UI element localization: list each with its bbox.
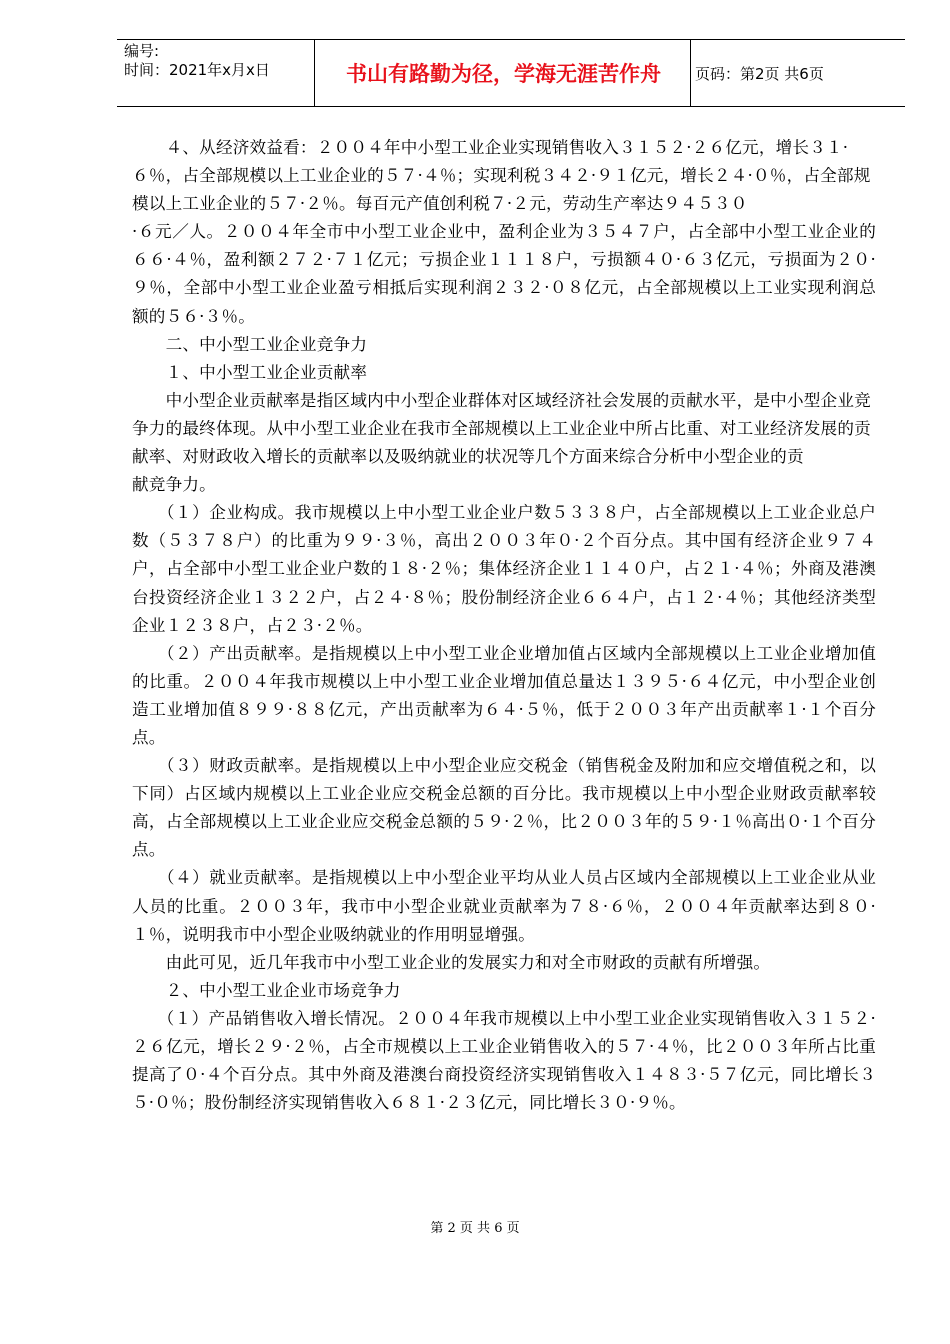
page-header [117, 39, 905, 107]
body-paragraph: ２、中小型工业企业市场竞争力 [132, 980, 401, 1000]
header-divider-left [314, 39, 315, 107]
body-paragraph: （１）产品销售收入增长情况。２００４年我市规模以上中小型工业企业实现销售收入３１５２·２６亿元，增长２９·２％，占全市规模以上工业企业销售收入的５７·４％，比２００３年所占比重提高了０·４个百分点。其中外商及港澳台商投资经济实现销售收入１４８３·５７亿元，同比增长３５·０％；股份制经济实现销售收入６８１·２３亿元，同比增长３０·９％。 [132, 1008, 876, 1113]
body-paragraph: （１）企业构成。我市规模以上中小型工业企业户数５３３８户，占全部规模以上工业企业总户数（５３７８户）的比重为９９·３％，高出２００３年０·２个百分点。其中国有经济企业９７４户，占全部中小型工业企业户数的１８·２％；集体经济企业１１４０户，占２１·４％；外商及港澳台投资经济企业１３２２户，占２４·８％；股份制经济企业６６４户，占１２·４％；其他经济类型企业１２３８户，占２３·２％。 [132, 503, 876, 635]
header-motto: 书山有路勤为径，学海无涯苦作舟 [346, 62, 661, 86]
body-paragraph: ４、从经济效益看：２００４年中小型工业企业实现销售收入３１５２·２６亿元，增长３１·６％，占全部规模以上工业企业的５７·４％；实现利税３４２·９１亿元，增长２４·０％，占全部规模以上工业企业的５７·２％。每百元产值创利税７·２元，劳动生产率达９４５３０ [132, 138, 871, 214]
body-paragraph: 由此可见，近几年我市中小型工业企业的发展实力和对全市财政的贡献有所增强。 [132, 952, 771, 972]
body-paragraph: （３）财政贡献率。是指规模以上中小型企业应交税金（销售税金及附加和应交增值税之和，以下同）占区域内规模以上工业企业应交税金总额的百分比。我市规模以上中小型企业财政贡献率较高，占全部规模以上工业企业应交税金总额的５９·２％，比２００３年的５９·１％高出０·１个百分点。 [132, 756, 876, 860]
body-paragraph: １、中小型工业企业贡献率 [132, 362, 368, 382]
header-meta [124, 42, 270, 80]
body-paragraph: （４）就业贡献率。是指规模以上中小型企业平均从业人员占区域内全部规模以上工业企业从业人员的比重。２００３年，我市中小型企业就业贡献率为７８·６％，２００４年贡献率达到８０·１％，说明我市中小型企业吸纳就业的作用明显增强。 [132, 868, 876, 944]
body-paragraph: 中小型企业贡献率是指区域内中小型企业群体对区域经济社会发展的贡献水平，是中小型企业竞争力的最终体现。从中小型工业企业在我市全部规模以上工业企业中所占比重、对工业经济发展的贡献率、对财政收入增长的贡献率以及吸纳就业的状况等几个方面来综合分析中小型企业的贡 [132, 390, 871, 467]
page-footer: 第 2 页 共 6 页 [430, 1221, 520, 1236]
body-paragraph: 献竞争力。 [132, 475, 216, 495]
document-body [132, 134, 876, 1117]
serial-number-label: 编号: [124, 42, 160, 60]
time-label: 时间：2021年x月x日 [124, 61, 270, 79]
body-paragraph: （２）产出贡献率。是指规模以上中小型工业企业增加值占区域内全部规模以上工业企业增加值的比重。２００４年我市规模以上中小型工业企业增加值总量达１３９５·６４亿元，中小型企业创造工业增加值８９９·８８亿元，产出贡献率为６４·５％，低于２００３年产出贡献率１·１个百分点。 [132, 643, 876, 747]
header-divider-right [690, 39, 691, 107]
body-paragraph: ·６元／人。２００４年全市中小型工业企业中，盈利企业为３５４７户，占全部中小型工业企业的６６·４％，盈利额２７２·７１亿元；亏损企业１１１８户，亏损额４０·６３亿元，亏损面为２０·９％，全部中小型工业企业盈亏相抵后实现利润２３２·０８亿元，占全部规模以上工业实现利润总额的５６·３％。 [132, 222, 876, 326]
header-page-info: 页码：第2页 共6页 [695, 64, 824, 83]
body-paragraph: 二、中小型工业企业竞争力 [132, 334, 368, 354]
